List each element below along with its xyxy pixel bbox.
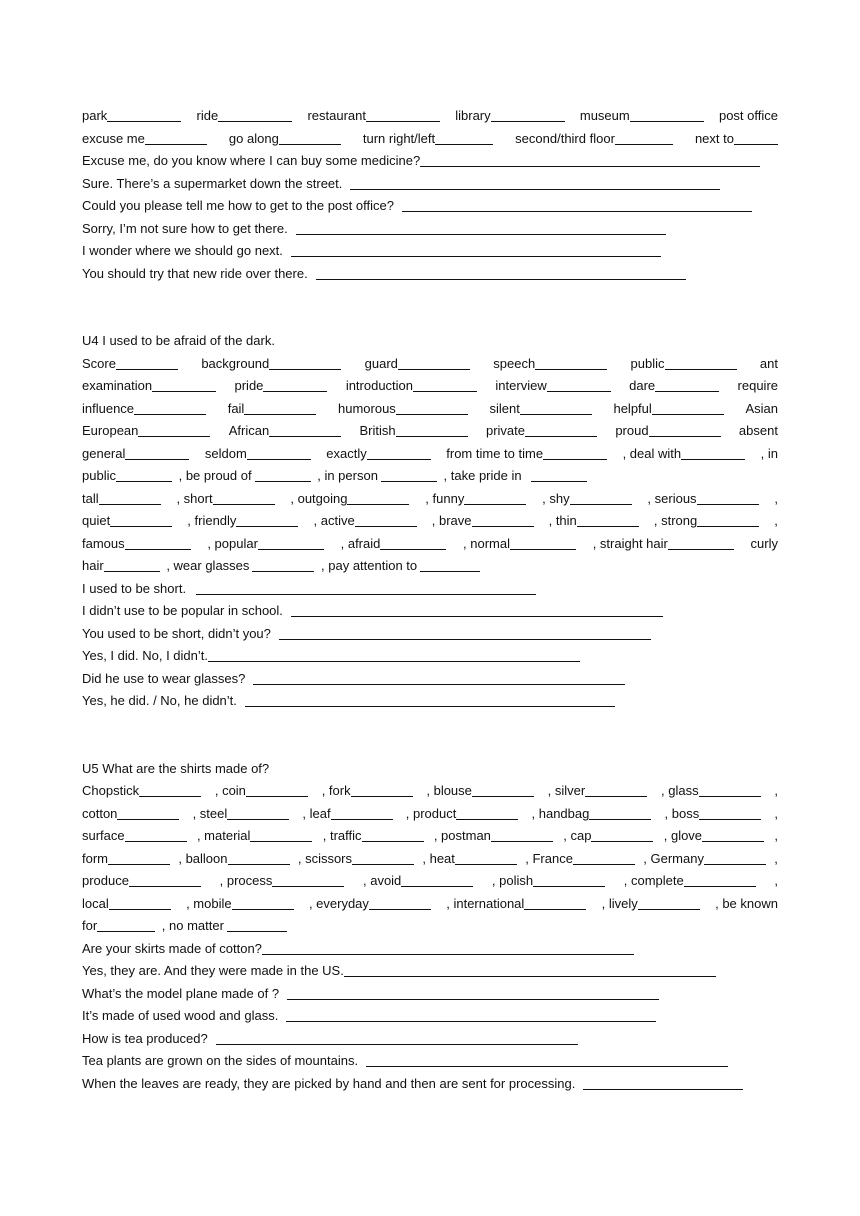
- answer-blank[interactable]: [196, 581, 536, 595]
- answer-blank[interactable]: [638, 896, 700, 910]
- answer-blank[interactable]: [269, 356, 341, 370]
- answer-blank[interactable]: [652, 401, 724, 415]
- vocab-row: public , be proud of , in person , take pride in: [82, 465, 778, 488]
- section-title: U5 What are the shirts made of?: [82, 760, 270, 776]
- answer-blank[interactable]: [247, 446, 311, 460]
- sentence-line: Sure. There’s a supermarket down the street.: [82, 173, 778, 196]
- answer-blank[interactable]: [615, 131, 673, 145]
- answer-blank[interactable]: [139, 783, 201, 797]
- answer-blank[interactable]: [665, 356, 737, 370]
- sentence-line: I wonder where we should go next.: [82, 240, 778, 263]
- answer-blank[interactable]: [366, 108, 440, 122]
- answer-blank[interactable]: [380, 536, 446, 550]
- answer-blank[interactable]: [97, 918, 155, 932]
- answer-blank[interactable]: [531, 468, 587, 482]
- answer-blank[interactable]: [681, 446, 745, 460]
- sentence-line: You used to be short, didn’t you?: [82, 623, 778, 646]
- answer-blank[interactable]: [704, 851, 766, 865]
- answer-blank[interactable]: [316, 266, 686, 280]
- answer-blank[interactable]: [145, 131, 207, 145]
- answer-blank[interactable]: [697, 491, 759, 505]
- vocab-row: Score background guard speech public ant: [82, 355, 778, 371]
- answer-blank[interactable]: [350, 176, 720, 190]
- vocab-word: next to: [694, 130, 734, 146]
- answer-blank[interactable]: [684, 873, 756, 887]
- answer-blank[interactable]: [630, 108, 704, 122]
- answer-blank[interactable]: [109, 896, 171, 910]
- answer-blank[interactable]: [435, 131, 493, 145]
- sentence-line: Did he use to wear glasses?: [82, 668, 778, 691]
- vocab-word: turn right/left: [362, 130, 436, 146]
- answer-blank[interactable]: [413, 378, 477, 392]
- sentence-line: I didn’t use to be popular in school.: [82, 600, 778, 623]
- answer-blank[interactable]: [262, 941, 634, 955]
- answer-blank[interactable]: [236, 513, 298, 527]
- answer-blank[interactable]: [655, 378, 719, 392]
- vocab-word: museum: [579, 108, 630, 123]
- answer-blank[interactable]: [255, 468, 311, 482]
- answer-blank[interactable]: [524, 896, 586, 910]
- vocab-row: [82, 105, 778, 128]
- answer-blank[interactable]: [369, 896, 431, 910]
- answer-blank[interactable]: [344, 963, 716, 977]
- answer-blank[interactable]: [331, 806, 393, 820]
- vocab-word: post office: [718, 108, 778, 123]
- vocab-row: cotton , steel , leaf , product , handbag , boss ,: [82, 805, 778, 821]
- answer-blank[interactable]: [649, 423, 721, 437]
- answer-blank[interactable]: [702, 828, 764, 842]
- vocab-row: hair , wear glasses , pay attention to: [82, 555, 778, 578]
- vocab-word: go along: [228, 130, 279, 146]
- answer-blank[interactable]: [286, 1008, 656, 1022]
- answer-blank[interactable]: [134, 401, 206, 415]
- answer-blank[interactable]: [697, 513, 759, 527]
- answer-blank[interactable]: [228, 851, 290, 865]
- answer-blank[interactable]: [244, 401, 316, 415]
- answer-blank[interactable]: [367, 446, 431, 460]
- answer-blank[interactable]: [520, 401, 592, 415]
- sentence-line: Excuse me, do you know where I can buy some medicine?: [82, 150, 778, 173]
- vocab-row: examination pride introduction interview dare require: [82, 378, 778, 393]
- answer-blank[interactable]: [287, 986, 659, 1000]
- answer-blank[interactable]: [269, 423, 341, 437]
- answer-blank[interactable]: [347, 491, 409, 505]
- vocab-row: for , no matter: [82, 915, 778, 938]
- answer-blank[interactable]: [110, 513, 172, 527]
- answer-blank[interactable]: [245, 693, 615, 707]
- answer-blank[interactable]: [583, 1076, 743, 1090]
- answer-blank[interactable]: [232, 896, 294, 910]
- answer-blank[interactable]: [491, 108, 565, 122]
- answer-blank[interactable]: [116, 356, 178, 370]
- sentence-line: Sorry, I’m not sure how to get there.: [82, 218, 778, 241]
- answer-blank[interactable]: [535, 356, 607, 370]
- vocab-row: influence fail humorous silent helpful Asian: [82, 400, 778, 416]
- answer-blank[interactable]: [216, 1031, 578, 1045]
- vocab-word: library: [455, 108, 491, 123]
- answer-blank[interactable]: [472, 783, 534, 797]
- answer-blank[interactable]: [420, 558, 480, 572]
- answer-blank[interactable]: [213, 491, 275, 505]
- answer-blank[interactable]: [227, 918, 287, 932]
- answer-blank[interactable]: [99, 491, 161, 505]
- answer-blank[interactable]: [577, 513, 639, 527]
- answer-blank[interactable]: [381, 468, 437, 482]
- answer-blank[interactable]: [218, 108, 292, 122]
- answer-blank[interactable]: [456, 806, 518, 820]
- vocab-row: general seldom exactly from time to time , deal with , in: [82, 445, 778, 461]
- answer-blank[interactable]: [108, 851, 170, 865]
- answer-blank[interactable]: [107, 108, 181, 122]
- answer-blank[interactable]: [352, 851, 414, 865]
- sentence-line: Yes, I did. No, I didn’t.: [82, 645, 778, 668]
- section-title: U4 I used to be afraid of the dark.: [82, 333, 275, 348]
- answer-blank[interactable]: [573, 851, 635, 865]
- sentence-line: Yes, he did. / No, he didn’t.: [82, 690, 778, 713]
- answer-blank[interactable]: [570, 491, 632, 505]
- sentence-line: I used to be short.: [82, 578, 778, 601]
- answer-blank[interactable]: [420, 153, 760, 167]
- answer-blank[interactable]: [455, 851, 517, 865]
- answer-blank[interactable]: [116, 468, 172, 482]
- answer-blank[interactable]: [362, 828, 424, 842]
- answer-blank[interactable]: [291, 603, 663, 617]
- answer-blank[interactable]: [699, 806, 761, 820]
- answer-blank[interactable]: [699, 783, 761, 797]
- answer-blank[interactable]: [138, 423, 210, 437]
- sentence-line: You should try that new ride over there.: [82, 263, 778, 286]
- answer-blank[interactable]: [491, 828, 553, 842]
- answer-blank[interactable]: [734, 131, 778, 145]
- vocab-row: form , balloon , scissors , heat , France , Germany ,: [82, 850, 778, 866]
- vocab-row: Chopstick , coin , fork , blouse , silver , glass ,: [82, 783, 778, 798]
- answer-blank[interactable]: [464, 491, 526, 505]
- sentence-line: What’s the model plane made of ?: [82, 983, 778, 1006]
- answer-blank[interactable]: [398, 356, 470, 370]
- sentence-line: It’s made of used wood and glass.: [82, 1005, 778, 1028]
- answer-blank[interactable]: [547, 378, 611, 392]
- vocab-row: produce , process , avoid , polish , complete ,: [82, 873, 778, 888]
- vocab-row: European African British private proud absent: [82, 423, 778, 438]
- answer-blank[interactable]: [252, 558, 314, 572]
- answer-blank[interactable]: [585, 783, 647, 797]
- answer-blank[interactable]: [296, 221, 666, 235]
- sentence-line: Tea plants are grown on the sides of mountains.: [82, 1050, 778, 1073]
- answer-blank[interactable]: [129, 873, 201, 887]
- answer-blank[interactable]: [396, 401, 468, 415]
- answer-blank[interactable]: [125, 536, 191, 550]
- answer-blank[interactable]: [125, 446, 189, 460]
- answer-blank[interactable]: [355, 513, 417, 527]
- sentence-line: Are your skirts made of cotton?: [82, 938, 778, 961]
- vocab-row: tall , short , outgoing , funny , shy , serious ,: [82, 490, 778, 506]
- vocab-row: famous , popular , afraid , normal , straight hair curly: [82, 535, 778, 551]
- answer-blank[interactable]: [396, 423, 468, 437]
- vocab-row: quiet , friendly , active , brave , thin , strong ,: [82, 513, 778, 528]
- answer-blank[interactable]: [253, 671, 625, 685]
- answer-blank[interactable]: [125, 828, 187, 842]
- answer-blank[interactable]: [263, 378, 327, 392]
- answer-blank[interactable]: [117, 806, 179, 820]
- vocab-word: second/third floor: [515, 130, 615, 146]
- answer-blank[interactable]: [351, 783, 413, 797]
- answer-blank[interactable]: [472, 513, 534, 527]
- answer-blank[interactable]: [533, 873, 605, 887]
- answer-blank[interactable]: [591, 828, 653, 842]
- answer-blank[interactable]: [250, 828, 312, 842]
- answer-blank[interactable]: [402, 198, 752, 212]
- vocab-row: surface , material , traffic , postman , cap , glove ,: [82, 828, 778, 843]
- vocab-row: local , mobile , everyday , international , lively , be known: [82, 895, 778, 911]
- answer-blank[interactable]: [208, 648, 580, 662]
- answer-blank[interactable]: [246, 783, 308, 797]
- sentence-line: How is tea produced?: [82, 1028, 778, 1051]
- answer-blank[interactable]: [258, 536, 324, 550]
- answer-blank[interactable]: [272, 873, 344, 887]
- vocab-row: [82, 128, 778, 151]
- answer-blank[interactable]: [291, 243, 661, 257]
- answer-blank[interactable]: [227, 806, 289, 820]
- vocab-word: restaurant: [307, 108, 366, 123]
- answer-blank[interactable]: [279, 626, 651, 640]
- sentence-line: Yes, they are. And they were made in the US.: [82, 960, 778, 983]
- answer-blank[interactable]: [152, 378, 216, 392]
- answer-blank[interactable]: [279, 131, 341, 145]
- answer-blank[interactable]: [589, 806, 651, 820]
- sentence-line: Could you please tell me how to get to the post office?: [82, 195, 778, 218]
- answer-blank[interactable]: [668, 536, 734, 550]
- answer-blank[interactable]: [401, 873, 473, 887]
- vocab-word: park: [82, 108, 108, 123]
- answer-blank[interactable]: [510, 536, 576, 550]
- worksheet-page: [82, 105, 778, 1095]
- vocab-word: ride: [196, 108, 219, 123]
- answer-blank[interactable]: [104, 558, 160, 572]
- vocab-word: excuse me: [82, 130, 145, 146]
- answer-blank[interactable]: [366, 1053, 728, 1067]
- sentence-line: When the leaves are ready, they are picked by hand and then are sent for processing.: [82, 1073, 778, 1096]
- answer-blank[interactable]: [543, 446, 607, 460]
- answer-blank[interactable]: [525, 423, 597, 437]
